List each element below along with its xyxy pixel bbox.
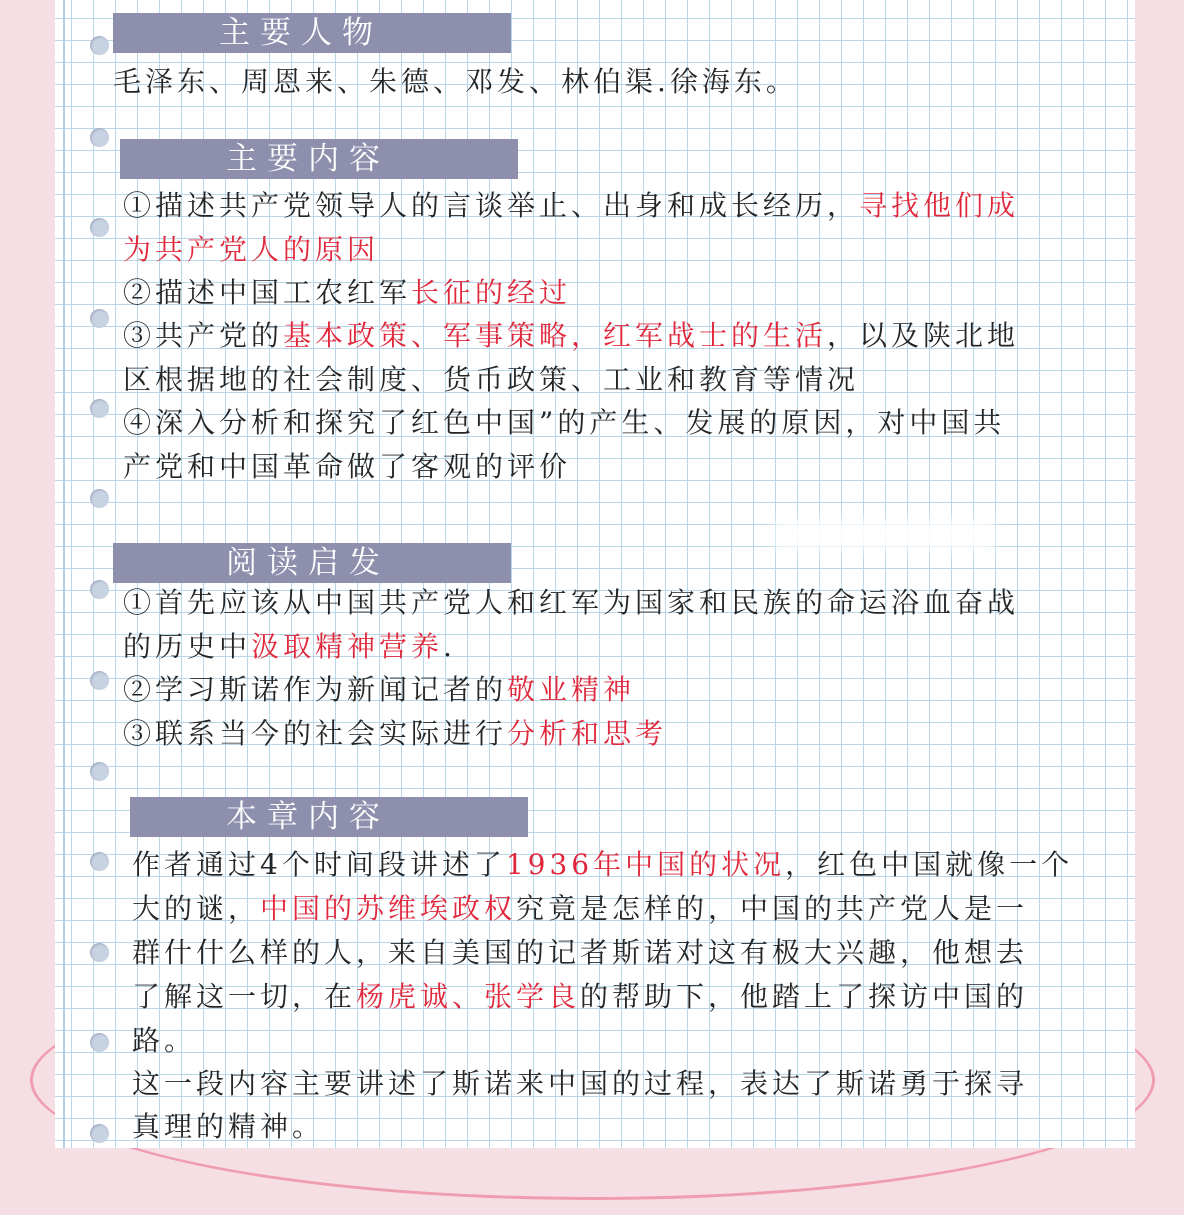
content-line: 产党和中国革命做了客观的评价 xyxy=(123,450,572,483)
binder-hole xyxy=(90,309,109,328)
binder-hole xyxy=(90,1033,109,1052)
chapter-line: 大的谜，中国的苏维埃政权究竟是怎样的，中国的共产党人是一 xyxy=(132,892,1029,925)
content-line: ②描述中国工农红军长征的经过 xyxy=(123,276,572,309)
chapter-line: 这一段内容主要讲述了斯诺来中国的过程，表达了斯诺勇于探寻 xyxy=(132,1067,1029,1100)
binder-hole xyxy=(90,36,109,55)
binder-hole xyxy=(90,943,109,962)
binder-hole xyxy=(90,489,109,508)
chapter-line: 了解这一切，在杨虎诚、张学良的帮助下，他踏上了探访中国的 xyxy=(132,980,1029,1013)
binder-hole xyxy=(90,1124,109,1143)
chapter-line: 真理的精神。 xyxy=(132,1110,325,1143)
binder-hole xyxy=(90,580,109,599)
people-list: 毛泽东、周恩来、朱德、邓发、林伯渠.徐海东。 xyxy=(113,65,798,98)
chapter-line: 群什什么样的人，来自美国的记者斯诺对这有极大兴趣，他想去 xyxy=(132,936,1029,969)
inspiration-line: ③联系当今的社会实际进行分析和思考 xyxy=(123,717,668,750)
binder-hole xyxy=(90,852,109,871)
content-line: ①描述共产党领导人的言谈举止、出身和成长经历，寻找他们成 xyxy=(123,189,1020,222)
inspiration-line: ②学习斯诺作为新闻记者的敬业精神 xyxy=(123,673,636,706)
section-title-chapter: 本章内容 xyxy=(130,797,528,837)
binder-hole xyxy=(90,399,109,418)
inspiration-line: 的历史中汲取精神营养. xyxy=(123,630,456,663)
faded-highlight xyxy=(775,520,995,550)
content-line: ④深入分析和探究了红色中国”的产生、发展的原因，对中国共 xyxy=(123,406,1006,439)
chapter-line: 作者通过4个时间段讲述了1936年中国的状况，红色中国就像一个 xyxy=(132,848,1074,881)
inspiration-line: ①首先应该从中国共产党人和红军为国家和民族的命运浴血奋战 xyxy=(123,586,1020,619)
binder-hole xyxy=(90,128,109,147)
content-line: 区根据地的社会制度、货币政策、工业和教育等情况 xyxy=(123,363,860,396)
margin-line xyxy=(63,0,65,1148)
content-line: 为共产党人的原因 xyxy=(123,233,380,266)
chapter-line: 路。 xyxy=(132,1024,197,1057)
binder-hole xyxy=(90,671,109,690)
binder-hole xyxy=(90,762,109,781)
binder-hole xyxy=(90,218,109,237)
section-title-content: 主要内容 xyxy=(120,139,518,179)
section-title-people: 主要人物 xyxy=(113,13,511,53)
section-title-inspiration: 阅读启发 xyxy=(113,543,511,583)
content-line: ③共产党的基本政策、军事策略，红军战士的生活，以及陕北地 xyxy=(123,319,1020,352)
notebook-page xyxy=(55,0,1135,1148)
